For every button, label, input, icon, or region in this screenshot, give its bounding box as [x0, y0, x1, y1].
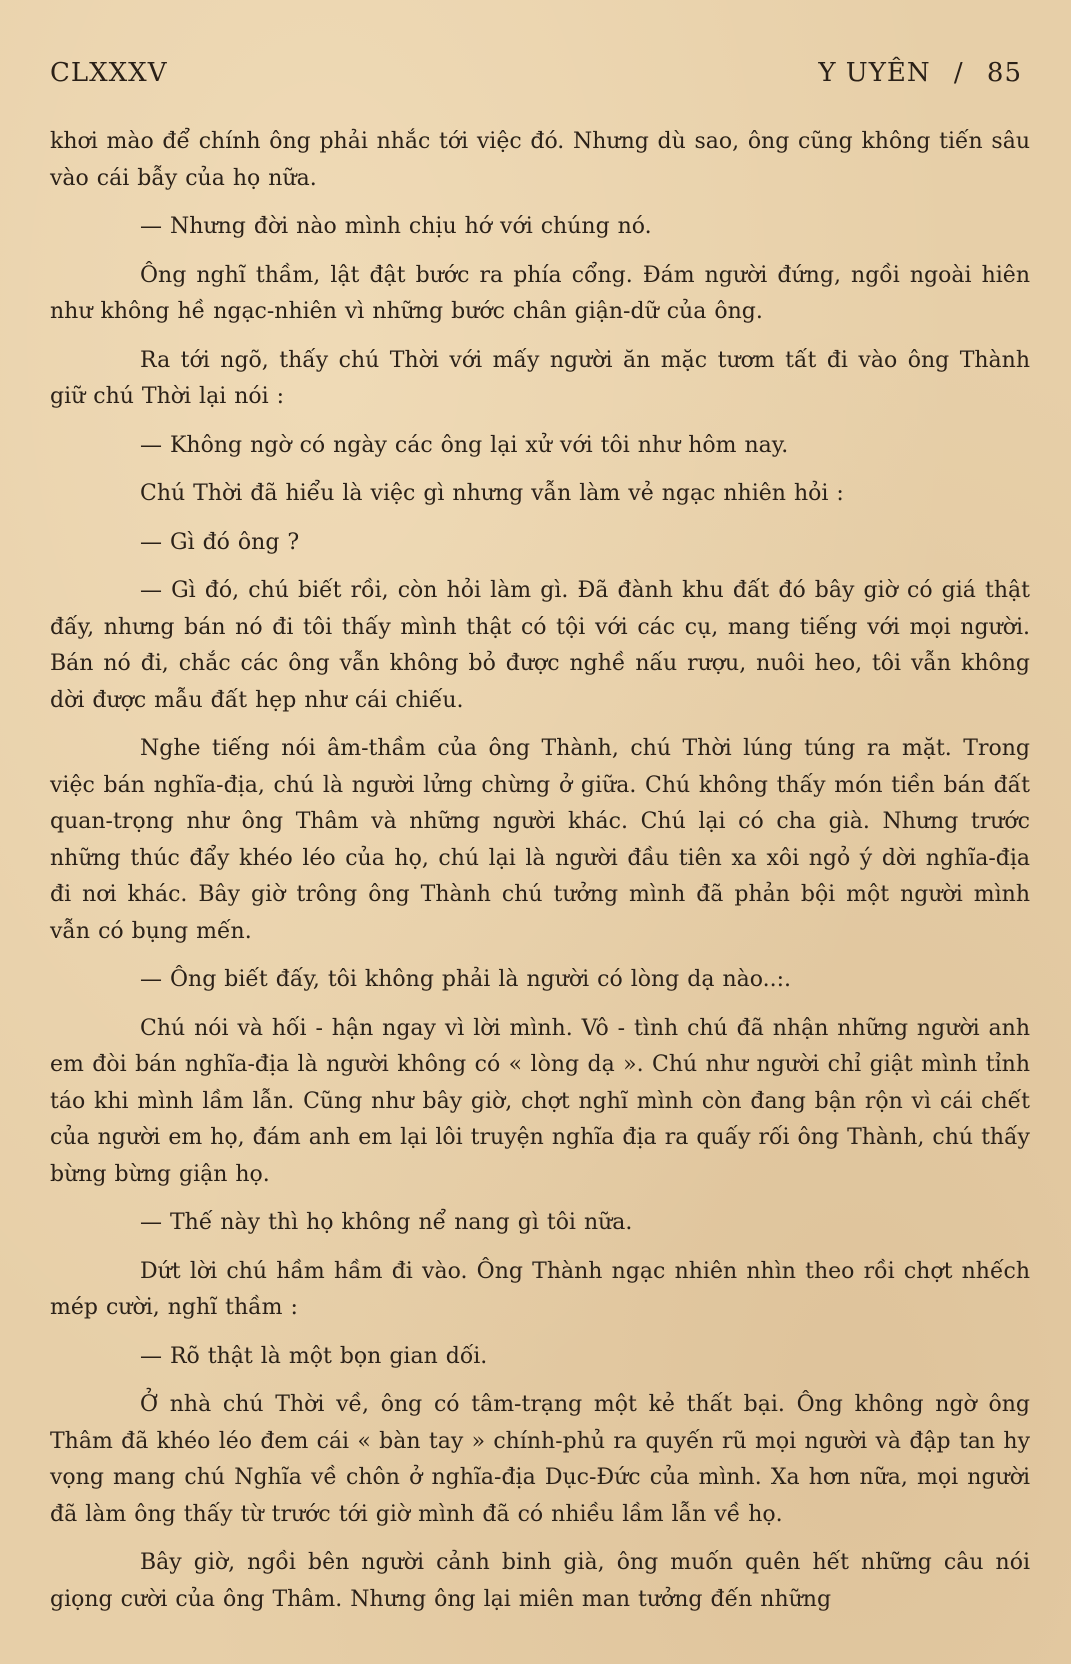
dialogue-line: — Rõ thật là một bọn gian dối. — [140, 1343, 488, 1369]
body-text — [50, 124, 1030, 1618]
dialogue-line: — Ông biết đấy, tôi không phải là người có lòng dạ nào..:. — [140, 967, 791, 992]
dialogue-line: — Gì đó ông ? — [140, 529, 300, 555]
book-page — [50, 58, 1030, 1648]
dialogue-line: — Không ngờ có ngày các ông lại xử với tôi như hôm nay. — [140, 432, 789, 458]
header-separator: / — [953, 58, 964, 88]
paragraph: Bây giờ, ngồi bên người cảnh binh già, ông muốn quên hết những câu nói giọng cười của ông Thâm. Nhưng ông lại miên man tưởng đến những — [50, 1550, 1030, 1612]
journal-title: Y UYÊN — [818, 58, 931, 88]
paragraph: khơi mào để chính ông phải nhắc tới việc đó. Nhưng dù sao, ông cũng không tiến sâu vào cái bẫy của họ nữa. — [50, 129, 1030, 191]
paragraph: Nghe tiếng nói âm-thầm của ông Thành, chú Thời lúng túng ra mặt. Trong việc bán nghĩa-địa, chú là người lửng chừng ở giữa. Chú không thấy món tiền bán đất quan-trọng như ông Thâm và những người khác. Chú lại có cha già. Nhưng trước những thúc đẩy khéo léo của họ, chú lại là người đầu tiên xa xôi ngỏ ý dời nghĩa-địa đi nơi khác. Bây giờ trông ông Thành chú tưởng mình đã phản bội một người mình vẫn có bụng mến. — [50, 736, 1030, 944]
running-header — [50, 58, 1030, 100]
page-number: 85 — [986, 58, 1022, 88]
dialogue-line: — Nhưng đời nào mình chịu hớ với chúng nó. — [140, 214, 652, 239]
paragraph: Ông nghĩ thầm, lật đật bước ra phía cổng. Đám người đứng, ngồi ngoài hiên như không hề ngạc-nhiên vì những bước chân giận-dữ của ông. — [50, 262, 1030, 324]
dialogue-line: — Thế này thì họ không nể nang gì tôi nữa. — [140, 1210, 633, 1235]
paragraph: Chú Thời đã hiểu là việc gì nhưng vẫn làm vẻ ngạc nhiên hỏi : — [140, 481, 844, 506]
chapter-numeral: CLXXXV — [50, 58, 168, 88]
paragraph: Dứt lời chú hầm hầm đi vào. Ông Thành ngạc nhiên nhìn theo rồi chợt nhếch mép cười, nghĩ thầm : — [50, 1258, 1030, 1320]
journal-and-page — [818, 58, 1022, 88]
paragraph: Ở nhà chú Thời về, ông có tâm-trạng một kẻ thất bại. Ông không ngờ ông Thâm đã khéo léo đem cái « bàn tay » chính-phủ ra quyến rũ mọi người và đập tan hy vọng mang chú Nghĩa về chôn ở nghĩa-địa Dục-Đức của mình. Xa hơn nữa, mọi người đã làm ông thấy từ trước tới giờ mình đã có nhiều lầm lẫn về họ. — [50, 1392, 1030, 1527]
paragraph: Chú nói và hối - hận ngay vì lời mình. Vô - tình chú đã nhận những người anh em đòi bán nghĩa-địa là người không có « lòng dạ ». Chú như người chỉ giật mình tỉnh táo khi mình lầm lẫn. Cũng như bây giờ, chợt nghĩ mình còn đang bận rộn vì cái chết của người em họ, đám anh em lại lôi truyện nghĩa địa ra quấy rối ông Thành, chú thấy bừng bừng giận họ. — [50, 1015, 1030, 1187]
paragraph: Ra tới ngõ, thấy chú Thời với mấy người ăn mặc tươm tất đi vào ông Thành giữ chú Thời lại nói : — [50, 347, 1030, 409]
dialogue-line: — Gì đó, chú biết rồi, còn hỏi làm gì. Đã đành khu đất đó bây giờ có giá thật đấy, nhưng bán nó đi tôi thấy mình thật có tội với các cụ, mang tiếng với mọi người. Bán nó đi, chắc các ông vẫn không bỏ được nghề nấu rượu, nuôi heo, tôi vẫn không dời được mẫu đất hẹp như cái chiếu. — [50, 578, 1030, 713]
